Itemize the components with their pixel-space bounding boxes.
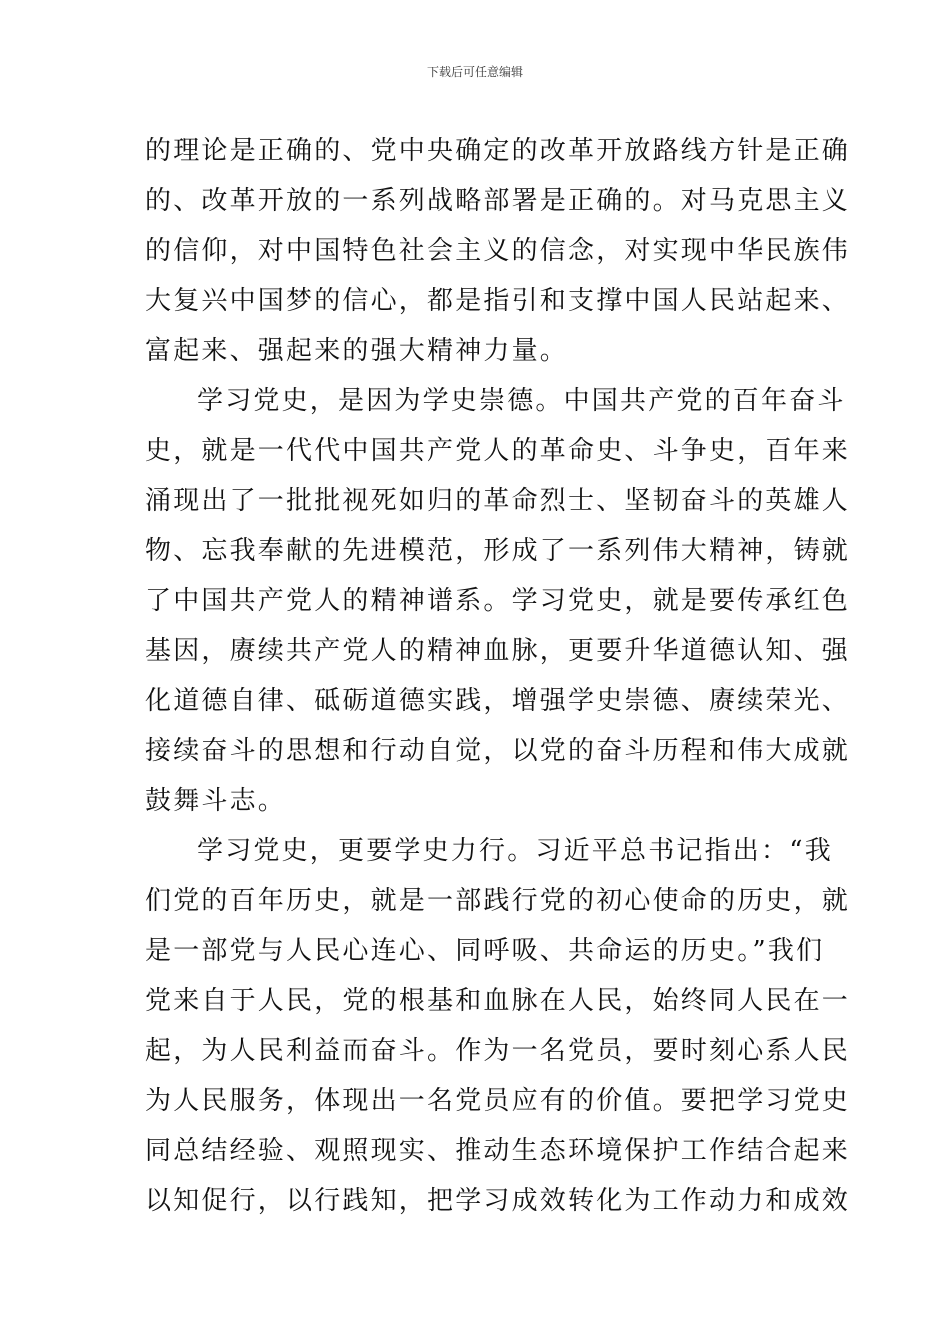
text-line: 以知促行，以行践知，把学习成效转化为工作动力和成效: [145, 1186, 851, 1216]
text-line: 接续奋斗的思想和行动自觉，以党的奋斗历程和伟大成就: [145, 736, 851, 766]
text-line: 党来自于人民，党的根基和血脉在人民，始终同人民在一: [145, 986, 851, 1016]
text-line: 大复兴中国梦的信心，都是指引和支撑中国人民站起来、: [145, 286, 851, 316]
text-line: 同总结经验、观照现实、推动生态环境保护工作结合起来: [145, 1136, 851, 1166]
text-line: 化道德自律、砥砺道德实践，增强学史崇德、赓续荣光、: [145, 686, 851, 716]
text-line: 鼓舞斗志。: [145, 786, 287, 816]
text-line: 的信仰，对中国特色社会主义的信念，对实现中华民族伟: [145, 236, 851, 266]
text-line: 涌现出了一批批视死如归的革命烈士、坚韧奋斗的英雄人: [145, 486, 851, 516]
text-line: 为人民服务，体现出一名党员应有的价值。要把学习党史: [145, 1086, 851, 1116]
text-line: 基因，赓续共产党人的精神血脉，更要升华道德认知、强: [145, 636, 851, 666]
paragraph: [145, 376, 851, 826]
page-header: 下载后可任意编辑: [426, 65, 523, 79]
text-line: 们党的百年历史，就是一部践行党的初心使命的历史，就: [145, 886, 851, 916]
text-line: 史，就是一代代中国共产党人的革命史、斗争史，百年来: [145, 436, 851, 466]
text-line: 学习党史，更要学史力行。习近平总书记指出：“我: [197, 836, 833, 866]
document-body: [145, 126, 851, 1226]
text-line: 的理论是正确的、党中央确定的改革开放路线方针是正确: [145, 136, 851, 166]
text-line: 了中国共产党人的精神谱系。学习党史，就是要传承红色: [145, 586, 851, 616]
text-line: 起，为人民利益而奋斗。作为一名党员，要时刻心系人民: [145, 1036, 851, 1066]
text-line: 物、忘我奉献的先进模范，形成了一系列伟大精神，铸就: [145, 536, 851, 566]
text-line: 富起来、强起来的强大精神力量。: [145, 336, 569, 366]
text-line: 的、改革开放的一系列战略部署是正确的。对马克思主义: [145, 186, 851, 216]
paragraph: [145, 126, 851, 376]
text-line: 学习党史，是因为学史崇德。中国共产党的百年奋斗: [197, 386, 846, 416]
text-line: 是一部党与人民心连心、同呼吸、共命运的历史。”我们: [145, 936, 825, 966]
paragraph: [145, 826, 851, 1226]
